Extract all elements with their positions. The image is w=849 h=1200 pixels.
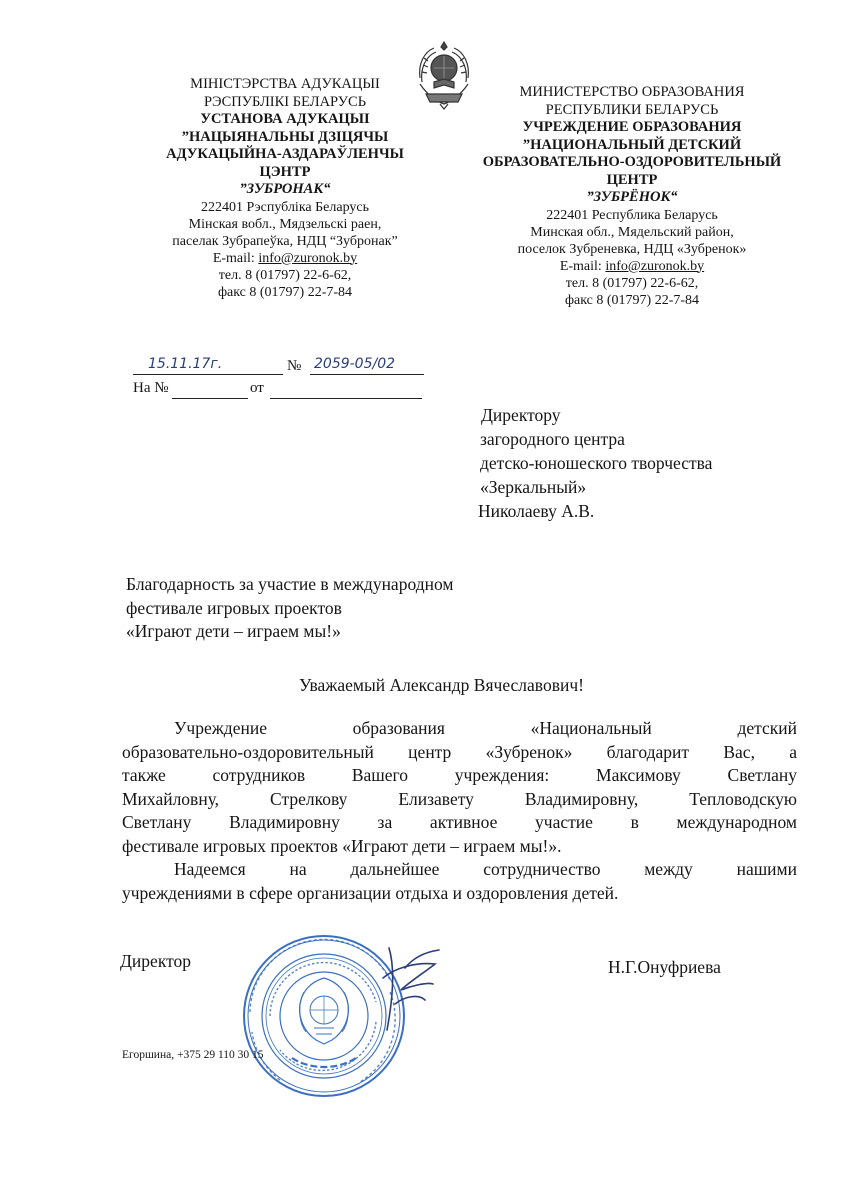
body-line: фестивале игровых проектов «Играют дети – играем мы!».	[122, 835, 562, 856]
reg-number: 2059-05/02	[314, 356, 396, 372]
body-line: Учреждение образования «Национальный детский	[174, 718, 797, 738]
address-line-1: 222401 Рэспубліка Беларусь	[201, 199, 369, 215]
reg-date: 15.11.17г.	[148, 356, 223, 372]
ministry-line-2: РЕСПУБЛИКИ БЕЛАРУСЬ	[545, 101, 719, 118]
signatory-name: Н.Г.Онуфриева	[608, 957, 721, 977]
email-line: E-mail: info@zuronok.by	[212, 250, 358, 266]
email-link[interactable]: info@zuronok.by	[258, 250, 358, 266]
salutation: Уважаемый Александр Вячеславович!	[299, 675, 584, 695]
subject-line: фестивале игровых проектов	[126, 597, 342, 618]
body-line: Надеемся на дальнейшее сотрудничество между нашими	[174, 859, 797, 879]
phone-line: тел. 8 (01797) 22-6-62,	[565, 275, 699, 291]
org-name: ”ЗУБРЁНОК“	[586, 189, 678, 205]
address-line-1: 222401 Республика Беларусь	[546, 207, 718, 223]
body-paragraph-1	[122, 717, 797, 858]
reg-number-label: №	[287, 358, 302, 374]
addressee-line: загородного центра	[480, 429, 625, 449]
header-belarusian	[135, 76, 435, 301]
body-line: учреждениями в сфере организации отдыха и оздоровления детей.	[122, 882, 619, 903]
body-line: также сотрудников Вашего учреждения: Максимову Светлану	[122, 765, 797, 785]
body-line: Светлану Владимировну за активное участие в международном	[122, 812, 797, 832]
address-line-2: Минская обл., Мядельский район,	[530, 224, 734, 240]
ref-date-label: от	[250, 380, 264, 396]
ministry-line-1: МИНИСТЕРСТВО ОБРАЗОВАНИЯ	[519, 84, 745, 100]
org-line-4: ЦЭНТР	[259, 163, 311, 180]
org-line-1: УЧРЕЖДЕНИЕ ОБРАЗОВАНИЯ	[522, 119, 742, 135]
email-line: E-mail: info@zuronok.by	[559, 258, 705, 274]
fax-line: факс 8 (01797) 22-7-84	[564, 292, 700, 308]
addressee-block	[478, 403, 808, 523]
signatory-title: Директор	[120, 951, 192, 971]
org-line-4: ЦЕНТР	[606, 171, 658, 188]
org-line-1: УСТАНОВА АДУКАЦЫІ	[200, 111, 370, 127]
org-line-3: АДУКАЦЫЙНА-АЗДАРАЎЛЕНЧЫ	[166, 146, 404, 162]
org-line-2: ”НАЦИОНАЛЬНЫЙ ДЕТСКИЙ	[522, 136, 742, 153]
address-line-2: Мінская вобл., Мядзельскі раен,	[188, 216, 382, 232]
body-paragraph-2	[122, 858, 797, 905]
header-russian	[482, 84, 782, 309]
body-line: образовательно-оздоровительный центр «Зубренок» благодарит Вас, а	[122, 741, 797, 762]
addressee-line: Директору	[481, 405, 561, 425]
addressee-line: «Зеркальный»	[480, 477, 587, 497]
phone-line: тел. 8 (01797) 22-6-62,	[218, 267, 352, 283]
ref-number-label: На №	[133, 380, 169, 396]
ministry-line-2: РЭСПУБЛІКІ БЕЛАРУСЬ	[203, 93, 367, 110]
org-line-2: ”НАЦЫЯНАЛЬНЫ ДЗІЦЯЧЫ	[181, 128, 389, 145]
subject-line: Благодарность за участие в международном	[126, 574, 454, 594]
address-line-3: поселок Зубреневка, НДЦ «Зубренок»	[517, 241, 747, 257]
org-line-3: ОБРАЗОВАТЕЛЬНО-ОЗДОРОВИТЕЛЬНЫЙ	[482, 154, 782, 170]
subject-line: «Играют дети – играем мы!»	[126, 621, 341, 641]
addressee-line: Николаеву А.В.	[478, 501, 595, 521]
org-name: ”ЗУБРОНАК“	[239, 181, 331, 197]
fax-line: факс 8 (01797) 22-7-84	[217, 284, 353, 300]
email-link[interactable]: info@zuronok.by	[605, 258, 705, 274]
subject-block	[126, 573, 586, 644]
address-line-3: паселак Зубрапеўка, НДЦ “Зубронак”	[172, 233, 398, 249]
ministry-line-1: МІНІСТЭРСТВА АДУКАЦЫІ	[190, 76, 380, 92]
addressee-line: детско-юношеского творчества	[480, 453, 713, 473]
handwritten-signature-icon	[375, 938, 447, 1038]
body-line: Михайловну, Стрелкову Елизавету Владимировну, Тепловодскую	[122, 788, 797, 809]
executor-contact: Егоршина, +375 29 110 30 15	[122, 1049, 264, 1061]
